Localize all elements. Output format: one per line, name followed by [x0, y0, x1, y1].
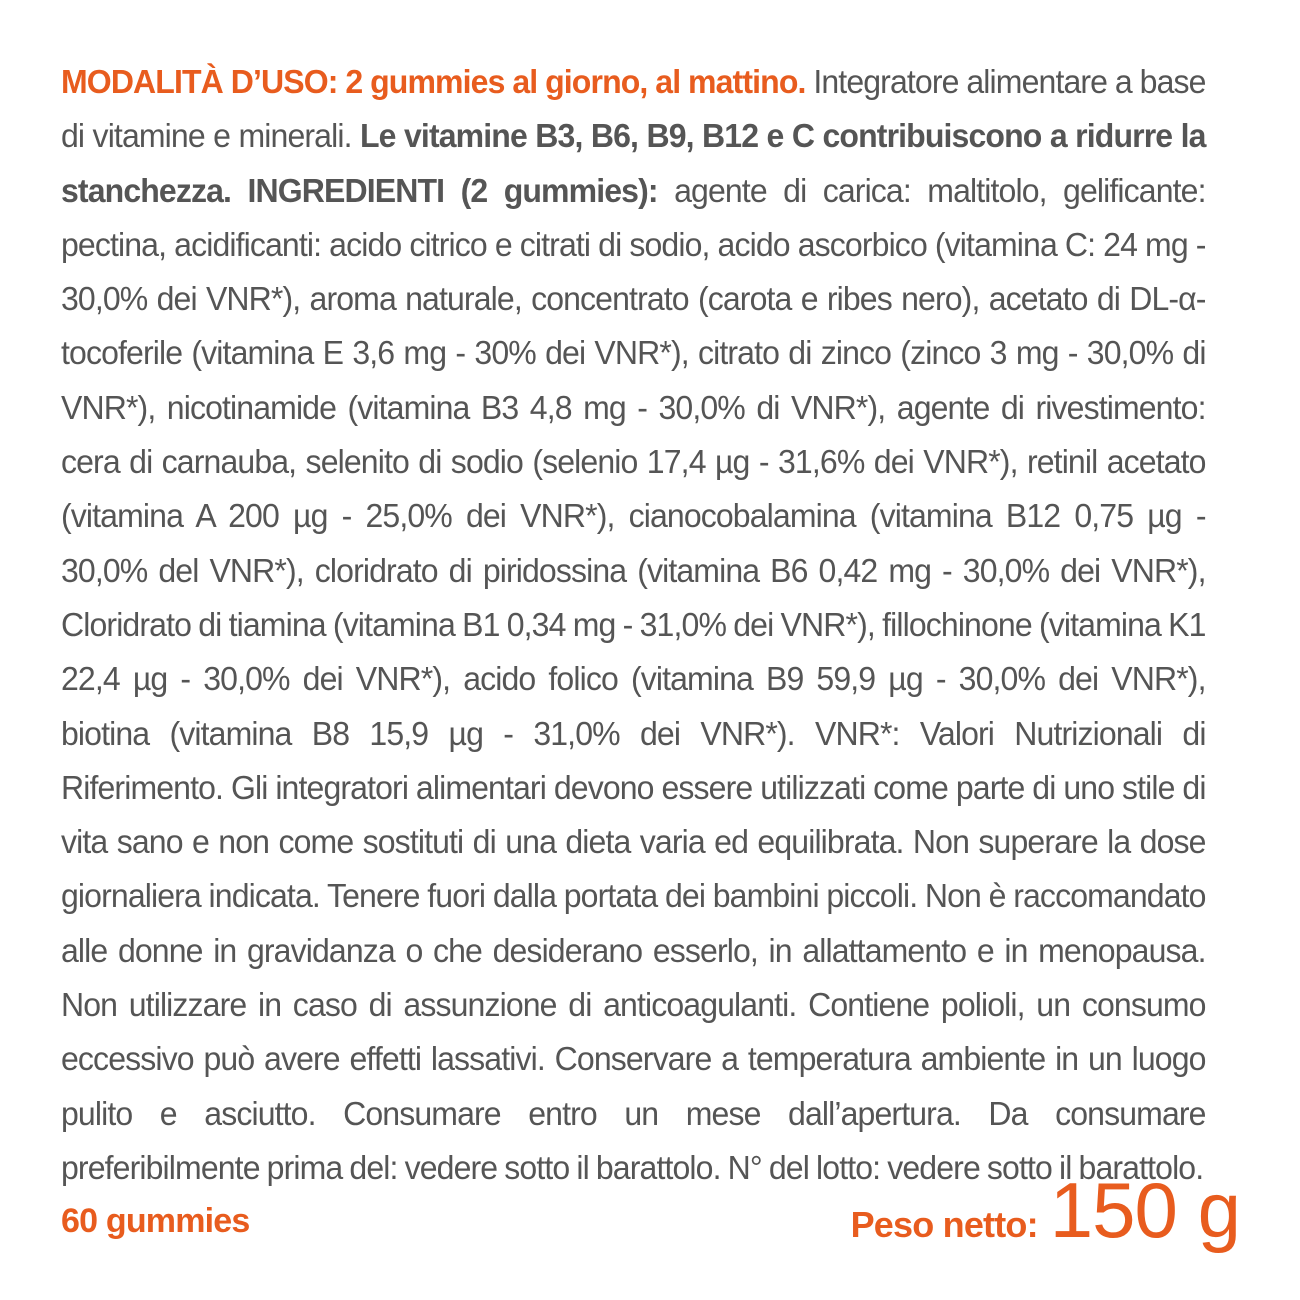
usage-heading: MODALITÀ D’USO: 2 gummies al giorno, al mattino. [61, 63, 806, 100]
ingredients-heading: INGREDIENTI (2 gummies): [231, 171, 658, 209]
health-claim: Le vitamine B3, B6, B9, B12 e C contribuiscono a ridurre la stanchezza. [61, 117, 1206, 209]
gummies-count: 60 gummies [61, 1202, 250, 1240]
ingredients-and-warnings: agente di carica: maltitolo, gelificante: pectina, acidificanti: acido citrico e citrati di sodio, acido ascorbico (vitamina C: 24 mg - 30,0% dei VNR*), aroma naturale, concentrato (carota e ribes nero), acetato di DL-α-tocoferile (vitamina E 3,6 mg - 30% dei VNR*), citrato di zinco (zinco 3 mg - 30,0% di VNR*), nicotinamide (vitamina B3 4,8 mg - 30,0% di VNR*), agente di rivestimento: cera di carnauba, selenito di sodio (selenio 17,4 µg - 31,6% dei VNR*), retinil acetato (vitamina A 200 µg - 25,0% dei VNR*), cianocobalamina (vitamina B12 0,75 µg - 30,0% del VNR*), cloridrato di piridossina (vitamina B6 0,42 mg - 30,0% dei VNR*), Cloridrato di tiamina (vitamina B1 0,34 mg - 31,0% dei VNR*), fillochinone (vitamina K1 22,4 µg - 30,0% dei VNR*), acido folico (vitamina B9 59,9 µg - 30,0% dei VNR*), biotina (vitamina B8 15,9 µg - 31,0% dei VNR*). VNR*: Valori Nutrizionali di Riferimento. Gli integratori alimentari devono essere utilizzati come parte di uno stile di vita sano e non come sostituti di una dieta varia ed equilibrata. Non superare la dose giornaliera indicata. Tenere fuori dalla portata dei bambini piccoli. Non è raccomandato alle donne in gravidanza o che desiderano esserlo, in allattamento e in menopausa. Non utilizzare in caso di assunzione di anticoagulanti. Contiene polioli, un consumo eccessivo può avere effetti lassativi. Conservare a temperatura ambiente in un luogo pulito e asciutto. Consumare entro un mese dall’apertura. Da consumare preferibilmente prima del: vedere sotto il barattolo. N° del lotto: vedere sotto il barattolo. [61, 171, 1206, 1186]
net-weight-value: 150 g [1049, 1166, 1240, 1254]
net-weight [851, 1165, 1240, 1256]
product-description: Integratore alimentare a base di vitamine e minerali. [61, 63, 1206, 155]
net-weight-label: Peso netto: [850, 1204, 1038, 1245]
label-text [61, 55, 1206, 1195]
